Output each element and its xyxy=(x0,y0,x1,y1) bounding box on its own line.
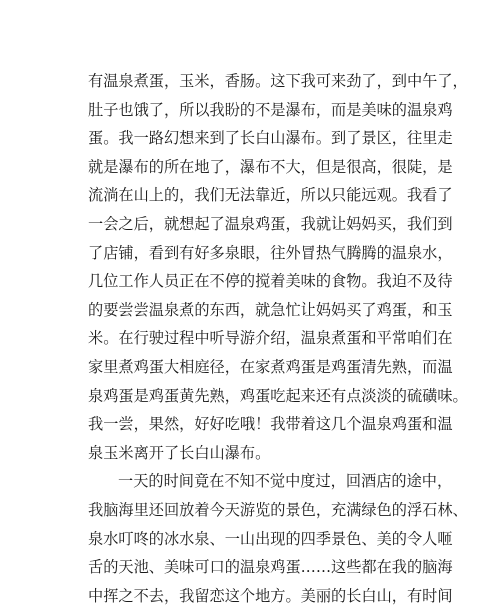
text-line: 流淌在山上的，我们无法靠近，所以只能远观。我看了 xyxy=(88,186,453,205)
text-line: 舌的天池、美味可口的温泉鸡蛋……这些都在我的脑海 xyxy=(88,558,453,577)
text-line: 泉水叮咚的冰水泉、一山出现的四季景色、美的令人咂 xyxy=(88,529,453,548)
body-text xyxy=(88,67,468,610)
paragraph-start-line: 一天的时间竟在不知不觉中度过，回酒店的途中， xyxy=(118,472,453,491)
text-line: 家里煮鸡蛋大相庭径，在家煮鸡蛋是鸡蛋清先熟，而温 xyxy=(88,357,453,376)
text-line: 我脑海里还回放着今天游览的景色，充满绿色的浮石林、 xyxy=(88,500,468,519)
text-line: 了店铺，看到有好多泉眼，往外冒热气腾腾的温泉水， xyxy=(88,243,453,262)
text-line: 泉鸡蛋是鸡蛋黄先熟，鸡蛋吃起来还有点淡淡的硫磺味。 xyxy=(88,386,468,405)
text-line: 有温泉煮蛋，玉米，香肠。这下我可来劲了，到中午了， xyxy=(88,72,468,90)
text-line: 中挥之不去，我留恋这个地方。美丽的长白山，有时间 xyxy=(88,586,453,605)
paragraph-end-line: 泉玉米离开了长白山瀑布。 xyxy=(88,443,271,462)
text-line: 蛋。我一路幻想来到了长白山瀑布。到了景区，往里走 xyxy=(88,129,453,148)
text-line: 的要尝尝温泉煮的东西，就急忙让妈妈买了鸡蛋，和玉 xyxy=(88,300,453,319)
text-line: 我一尝，果然，好好吃哦！我带着这几个温泉鸡蛋和温 xyxy=(88,415,453,434)
text-line: 肚子也饿了，所以我盼的不是瀑布，而是美味的温泉鸡 xyxy=(88,100,453,119)
text-line: 米。在行驶过程中听导游介绍，温泉煮蛋和平常咱们在 xyxy=(88,329,453,348)
text-line: 一会之后，就想起了温泉鸡蛋，我就让妈妈买，我们到 xyxy=(88,214,453,233)
text-line: 就是瀑布的所在地了，瀑布不大，但是很高，很陡，是 xyxy=(88,157,453,176)
text-line: 几位工作人员正在不停的搅着美味的食物。我迫不及待 xyxy=(88,272,453,291)
